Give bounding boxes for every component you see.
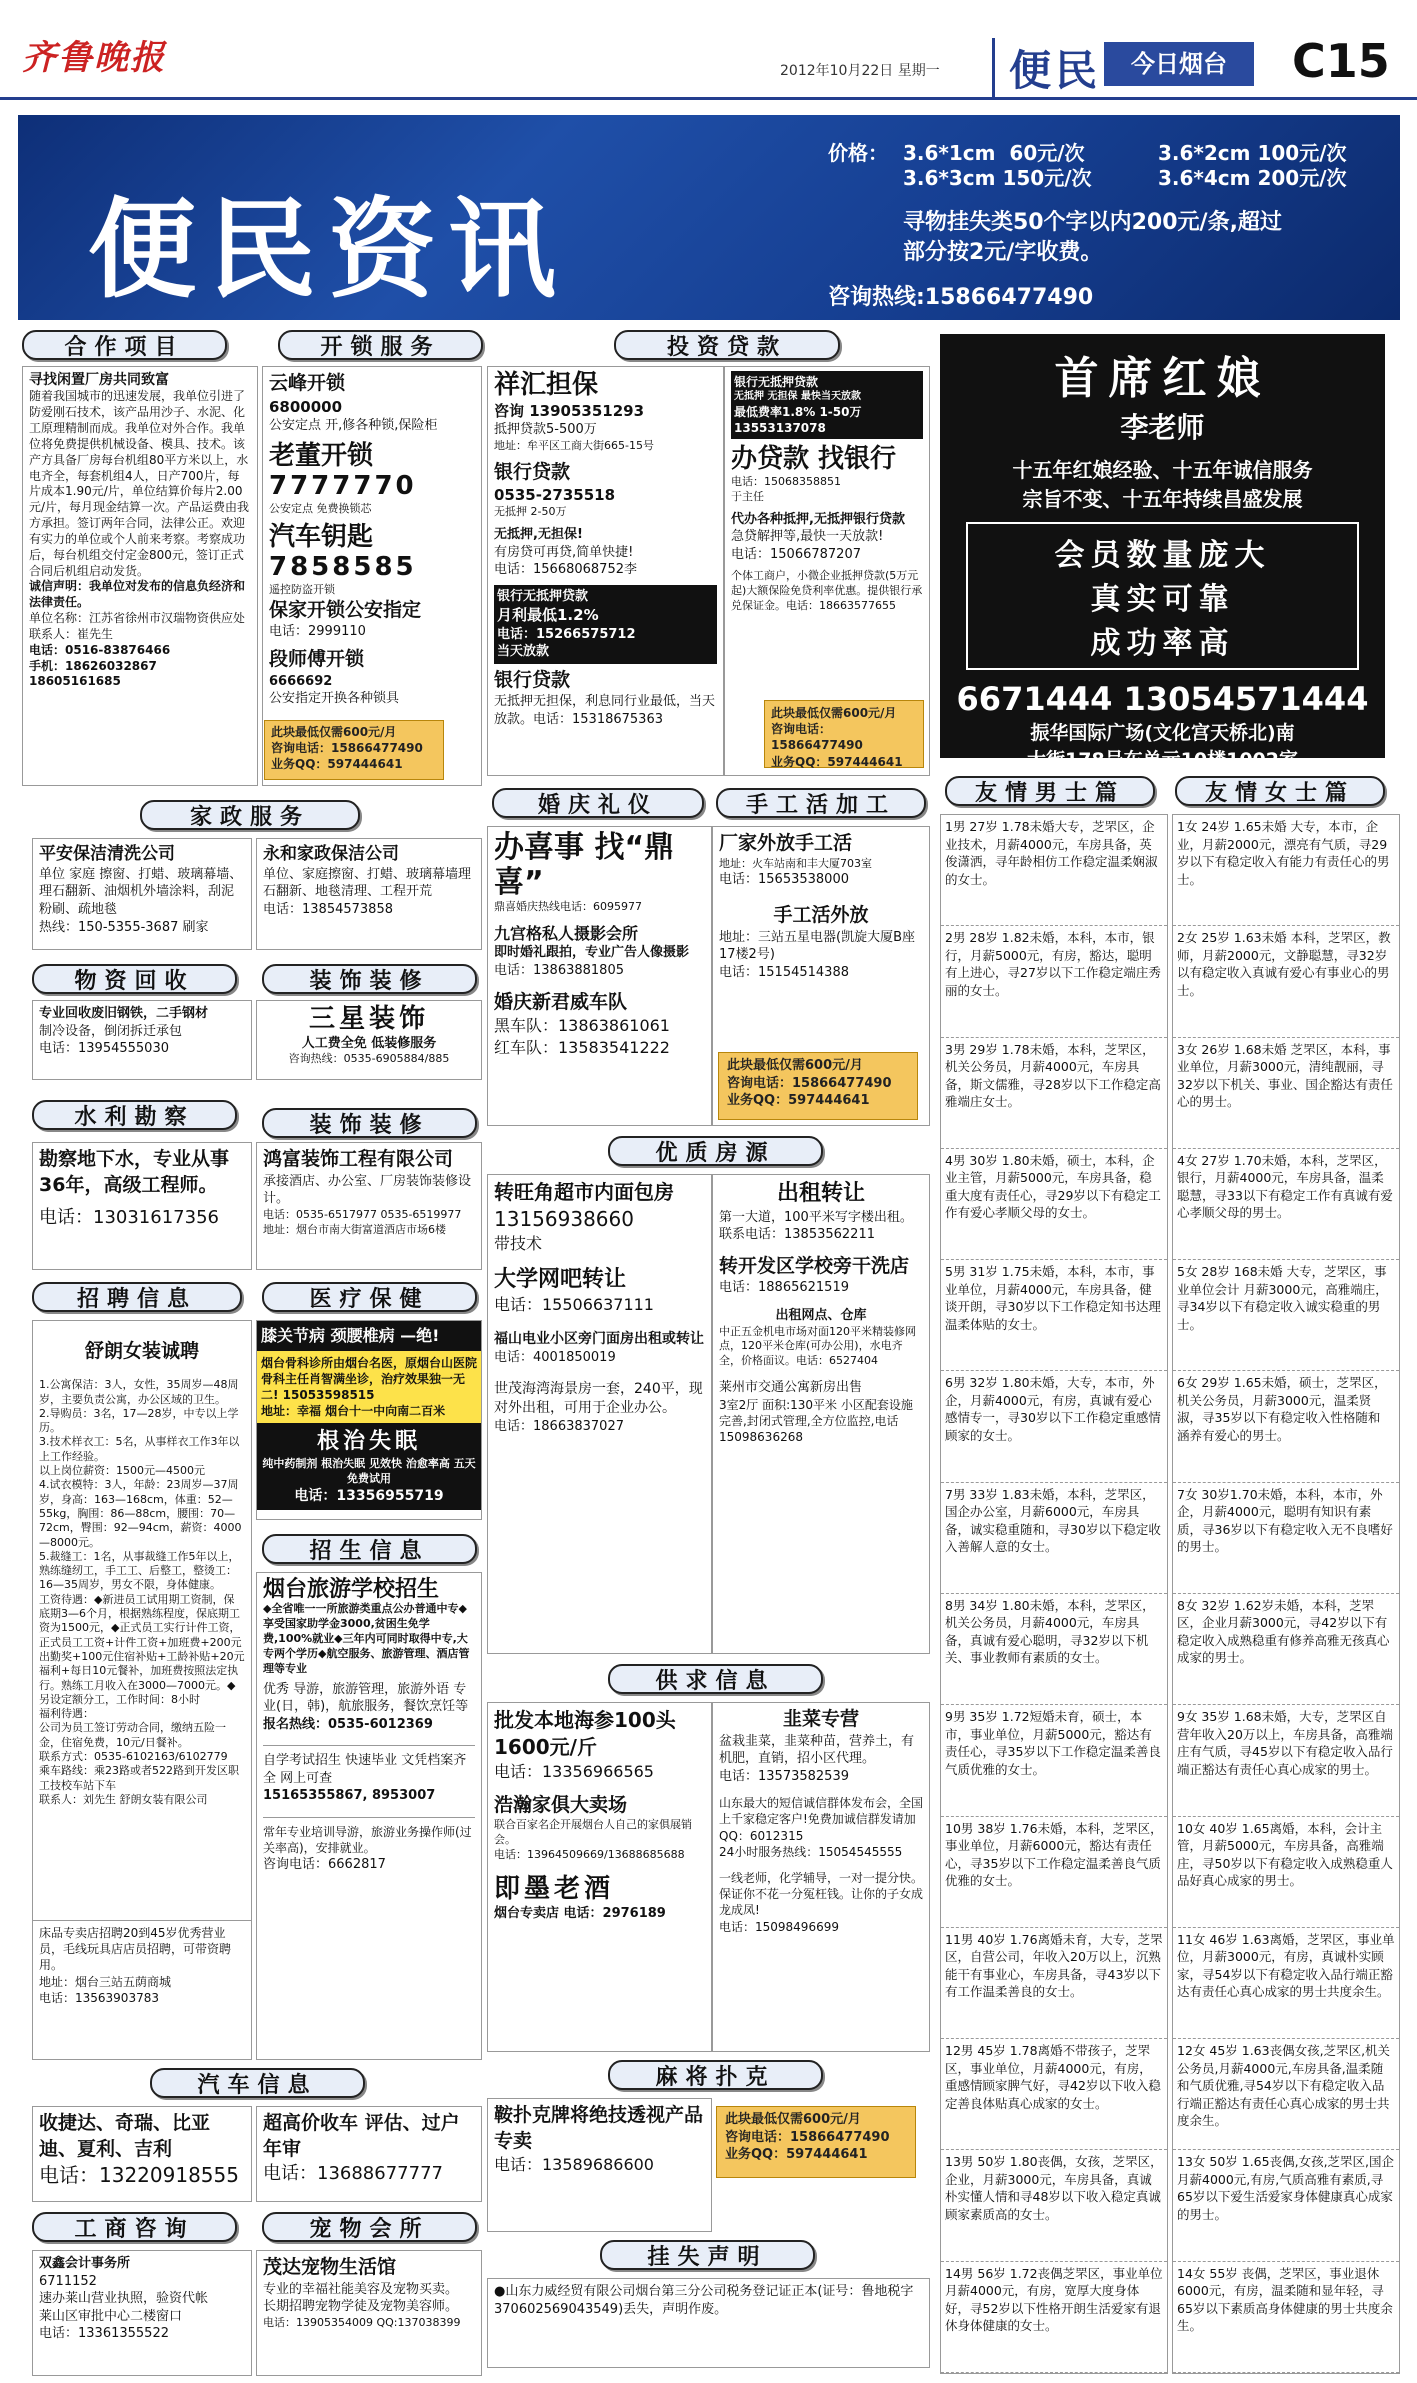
deco2-b: 承接酒店、办公室、厂房装饰装修设计。: [263, 1173, 472, 1207]
pet-d: 电话：13905354009 QQ:137038399: [263, 2315, 461, 2329]
header-wedding: 婚庆礼仪: [492, 788, 704, 818]
home-ad-b: [256, 838, 482, 950]
header-mahjong: 麻将扑克: [608, 2060, 823, 2090]
recruit-body: 1.公寓保洁：3人，女性，35周岁—48周岁，主要负责公寓，办公区域的卫生。 2.导购员：3名，17—28岁，中专以上学历。 3.技术样衣工：5名，从事样衣工作3年以上工作经验。 以上岗位薪资：1500元—4500元 4.试衣模特：3人，年龄：23周岁—37周岁，身高：163—168cm，体重：52—55kg，胸围：86—88cm，腰围：70—72cm，臀围：92—94cm，薪资：4000—8000元。 5.裁缝工：1名，从事裁缝工作5年以上，熟练缝纫工，手工工、后整工，整烫工：16—35周岁，男女不限，身体健康。 工资待遇：◆新进员工试用期工资制，保底期3—6个月，根据熟练程度，保底期工资为1500元，◆正式员工实行计件工资，正式员工工资+计件工资+加班费+200元出勤奖+100元住宿补贴+工龄补贴+20元福利+每日10元餐补，加班费按照法定执行。熟练工月收入在3000—7000元。◆另设定额分工，工作时间：8小时 福利待遇： 公司为员工签订劳动合同，缴纳五险一金，住宿免费，10元/日餐补。 联系方式：0535-6102163/6102779 乘车路线：乘23路或者522路到开发区职工技校车站下车 联系人：刘先生 舒朗女装有限公司: [39, 1378, 245, 1806]
home-a-desc: 单位 家庭 擦窗、打蜡、玻璃幕墙、理石翻新、油烟机外墙涂料，刮泥粉刷、疏地毯: [39, 866, 243, 918]
male-entry: 10男 38岁 1.76未婚，本科，芝罘区，事业单位，月薪6000元，豁达有责任心，寻35岁以下工作稳定温柔善良气质优雅的女士。: [941, 1817, 1167, 1928]
banner: [18, 115, 1400, 320]
matchmaker-title: 首席红娘: [1054, 353, 1271, 404]
female-entry: 8女 32岁 1.62岁未婚，本科，芝罘区，企业月薪3000元，寻42岁以下有稳定收入成熟稳重有修养高雅无孩真心成家的男士。: [1173, 1594, 1399, 1705]
craft-b: 手工活外放: [773, 904, 869, 927]
loan-x7-note: 当天放款: [497, 644, 550, 660]
medical-b: 烟台骨科诊所由烟台名医，原烟台山医院骨科主任肖智满坐诊，治疗效果独一无二! 15053598515: [261, 1355, 478, 1402]
car-a: 收捷达、奇瑞、比亚迪、夏利、吉利: [39, 2112, 211, 2160]
medical-ad: [256, 1320, 482, 1520]
price-4: 3.6*4cm 200元/次: [1158, 166, 1347, 190]
header-female: 友情女士篇: [1175, 776, 1385, 806]
female-entry: 1女 24岁 1.65未婚 大专，本市，企业，月薪2000元，漂亮有气质，寻29岁以下有稳定收入有能力有责任心的男士。: [1173, 815, 1399, 926]
water-b: 电话：13031617356: [39, 1207, 219, 1229]
loan-x5a: 有房贷可再贷,简单快捷!: [494, 544, 634, 560]
ad-slot-qq: 业务QQ：597444641: [771, 754, 903, 769]
lock-a5-title: 段师傅开锁: [269, 647, 365, 670]
coop-tel: 电话：0516-83876466: [29, 642, 171, 657]
recruit-b3: 电话：13563903783: [39, 1990, 159, 2005]
lock-a4-num: 电话：2999110: [269, 624, 366, 640]
loan-x2: [731, 371, 923, 439]
supply-f2: 电话：15098496699: [719, 1919, 839, 1934]
matchmaker-slogan-3: 成功率高: [1090, 626, 1235, 661]
ad-slot-qq: 业务QQ：597444641: [271, 757, 403, 772]
loan-x7-phone: 电话：15266575712: [497, 626, 636, 642]
price-1: 3.6*1cm 60元/次: [903, 141, 1085, 165]
notice-text: ●山东力威经贸有限公司烟台第三分公司税务登记证正本(证号：鲁地税字370602569043549)丢失，声明作废。: [494, 2284, 914, 2317]
male-list: [940, 814, 1168, 2374]
supply-a2: 电话：13356966565: [494, 1762, 654, 1781]
house-b: 出租转让: [776, 1181, 865, 1206]
ad-slot-phone: 咨询电话：15866477490: [727, 1075, 892, 1091]
deco2-ad: [256, 1142, 482, 1270]
lock-a4-title: 保家开锁公安指定: [269, 598, 422, 621]
page-number: C15: [1292, 34, 1390, 88]
recycle-c: 电话：13954555030: [39, 1041, 169, 1057]
lock-a5-num: 6666692: [269, 673, 333, 689]
loan-x8: 个体工商户，小微企业抵押贷款(5万元起)大额保险免贷利率优惠。提供银行承兑保证金。电话：18663577655: [731, 569, 923, 612]
header-notice: 挂失声明: [600, 2240, 815, 2270]
loan-x3n: 0535-2735518: [494, 486, 616, 505]
wedding-c: 九宫格私人摄影会所: [494, 923, 639, 943]
female-entry: 4女 27岁 1.70未婚，本科，芝罘区，银行，月薪4000元，车房具备，温柔聪慧，寻33以下有稳定工作有真诚有爱心孝顺父母的男士。: [1173, 1149, 1399, 1260]
header-loan: 投资贷款: [614, 330, 840, 360]
pet-ad: [256, 2250, 482, 2376]
female-entry: 3女 26岁 1.68未婚 芝罘区，本科，事业单位，月薪3000元，清纯靓丽，寻32岁以下机关、事业、国企豁达有责任心的男士。: [1173, 1038, 1399, 1149]
ad-slot-qq: 业务QQ：597444641: [725, 2147, 868, 2163]
lock-a3-num: 7858585: [269, 551, 417, 582]
house-b3: 联系电话：13853562211: [719, 1227, 875, 1243]
car-ad-a: [32, 2106, 252, 2202]
house-d2: 电话：18865621519: [719, 1280, 849, 1296]
mahjong-a: 鞍扑克牌将绝技透视产品专卖: [494, 2104, 704, 2152]
loan-x7-rate: 月利最低1.2%: [497, 606, 599, 625]
banner-title: 便民资讯: [88, 188, 569, 313]
lock-a1-desc: 公安定点 开,修各种锁,保险柜: [269, 417, 438, 433]
lock-ad-slot: [264, 720, 444, 780]
supply-d: 山东最大的短信诚信群体发布会，全国上千家稳定客户!免费加诚信群发请加QQ：6012315: [719, 1796, 924, 1843]
price-3: 3.6*3cm 150元/次: [903, 166, 1092, 190]
medical-b2: 地址：幸福 烟台十一中向南二百米: [261, 1404, 446, 1419]
recycle-a: 专业回收废旧钢铁，二手钢材: [39, 1006, 209, 1021]
business-b3: 电话：13361355522: [39, 2326, 169, 2342]
lock-a5-desc: 公安指定开换各种锁具: [269, 691, 400, 707]
female-entry: 11女 46岁 1.63离婚，芝罘区，事业单位，月薪3000元，有房，真诚朴实顾家，寻54岁以下有稳定收入品行端正豁达有责任心真心成家的男士共度余生。: [1173, 1928, 1399, 2039]
supply-b2: 盆栽韭菜，韭菜种苗，营养土，有机肥，直销，招小区代理。: [719, 1733, 915, 1767]
wedding-c2: 即时婚礼跟拍，专业广告人像摄影: [494, 945, 690, 961]
loan-x2-title: 银行无抵押贷款: [734, 375, 819, 389]
header-craft: 手工活加工: [716, 788, 926, 818]
enroll-d: 常年专业培训导游，旅游业务操作师(过关率高)，安排就业。: [263, 1817, 475, 1856]
supply-c3: 电话：13964509669/13688685688: [494, 1847, 685, 1861]
female-entry: 5女 28岁 168未婚 大专，芝罘区，事业单位会计 月薪3000元，高雅端庄，寻34岁以下有稳定收入诚实稳重的男士。: [1173, 1260, 1399, 1371]
home-b-title: 永和家政保洁公司: [263, 844, 399, 864]
house-h: 莱州市交通公寓新房出售: [719, 1380, 863, 1396]
loan-x9: 银行贷款: [494, 668, 571, 691]
recruit-b2: 地址：烟台三站五荫商城: [39, 1974, 172, 1989]
craft-a2: 地址：火车站南和丰大厦703室: [719, 856, 872, 870]
lock-a2-num: 7777770: [269, 471, 417, 502]
house-c2: 电话：15506637111: [494, 1295, 654, 1315]
car-b: 超高价收车 评估、过户 年审: [263, 2112, 460, 2160]
ad-slot-price: 此块最低仅需600元/月: [727, 1058, 863, 1073]
ad-slot-price: 此块最低仅需600元/月: [725, 2112, 861, 2127]
ad-slot-phone: 咨询电话：15866477490: [725, 2129, 890, 2145]
coop-contact: 联系人：崔先生: [29, 626, 114, 641]
header-deco1: 装饰装修: [262, 964, 477, 994]
loan-x1a: 咨询 13905351293: [494, 401, 645, 420]
male-entry: 5男 31岁 1.75未婚，本科，本市，事业单位，月薪4000元，车房具备，健谈开朗，寻30岁以下工作稳定知书达理温柔体贴的女士。: [941, 1260, 1167, 1371]
medical-c: 根治失眠: [316, 1429, 421, 1455]
header-supply: 供求信息: [608, 1664, 823, 1694]
lost-found-rate-2: 部分按2元/字收费。: [903, 240, 1103, 265]
wedding-d2: 黑车队：13863861061: [494, 1016, 670, 1036]
recruit-title: 舒朗女装诚聘: [84, 1340, 199, 1363]
loan-x6: 代办各种抵押,无抵押银行贷款: [731, 511, 905, 527]
supply-c: 浩瀚家俱大卖场: [494, 1793, 628, 1816]
coop-title: 寻找闲置厂房共同致富: [29, 372, 169, 388]
mahjong-ad-slot: [716, 2106, 916, 2178]
header-coop: 合作项目: [22, 330, 227, 360]
deco2-d: 地址：烟台市南大街富道酒店市场6楼: [263, 1222, 446, 1236]
medical-c-box: [257, 1423, 481, 1509]
loan-x5: 无抵押,无担保!: [494, 527, 583, 543]
ad-slot-price: 此块最低仅需600元/月: [771, 706, 897, 720]
house-d: 转开发区学校旁干洗店: [719, 1254, 910, 1277]
loan-x3: 银行贷款: [494, 460, 571, 483]
section-tag: 今日烟台: [1104, 42, 1254, 86]
craft-a3: 电话：15653538000: [719, 872, 849, 888]
issue-date: 2012年10月22日 星期一: [780, 63, 940, 79]
water-a: 勘察地下水，专业从事36年，高级工程师。: [39, 1148, 230, 1196]
male-entry: 13男 50岁 1.80丧偶，女孩，芝罘区，企业，月薪3000元，车房具备，真诚朴实懂人情和寻48岁以下收入稳定真诚顾家素质高的女士。: [941, 2150, 1167, 2261]
lock-a3-sub: 遥控防盗开锁: [269, 582, 335, 596]
matchmaker-line-1: 十五年红娘经验、十五年诚信服务: [1012, 458, 1313, 482]
section-title: 便民: [992, 38, 1101, 98]
wedding-a: 办喜事 找“鼎喜”: [494, 830, 675, 900]
loan-x2-sub: 无抵押 无担保 最快当天放款: [734, 391, 861, 403]
header-male: 友情男士篇: [945, 776, 1155, 806]
header-deco2: 装饰装修: [262, 1108, 477, 1138]
coop-note: 诚信声明：我单位对发布的信息负经济和法律责任。: [29, 579, 246, 610]
newspaper-logo: 齐鲁晚报: [22, 38, 166, 78]
mahjong-ad: [487, 2098, 712, 2232]
female-entry: 9女 35岁 1.68未婚，大专，芝罘区自营年收入20万以上，车房具备，高雅端庄有气质，寻45岁以下有稳定收入品行端正豁达有责任心真心成家的男士。: [1173, 1705, 1399, 1816]
medical-c2: 纯中药制剂 根治失眠 见效快 治愈率高 五天免费试用: [262, 1457, 476, 1485]
lock-a2-sub: 公安定点 免费换锁芯: [269, 502, 372, 516]
coop-mobile: 手机：18626032867 18605161685: [29, 658, 157, 689]
header-car: 汽车信息: [150, 2068, 365, 2098]
ad-slot-qq: 业务QQ：597444641: [727, 1093, 870, 1109]
male-entry: 6男 32岁 1.80未婚，大专，本市，外企，月薪4000元，有房，真诚有爱心感情专一，寻30岁以下工作稳定重感情顾家的女士。: [941, 1371, 1167, 1482]
header-lock: 开锁服务: [278, 330, 483, 360]
house-e: 福山电业小区旁门面房出租或转让: [494, 1330, 704, 1347]
loan-x9a: 无抵押无担保，利息同行业最低，当天放款。电话：15318675363: [494, 694, 716, 727]
water-ad: [32, 1142, 252, 1270]
male-entry: 7男 33岁 1.83未婚，本科，芝罘区，国企办公室，月薪6000元，车房具备，诚实稳重随和，寻30岁以下稳定收入善解人意的女士。: [941, 1483, 1167, 1594]
price-label: 价格：: [828, 141, 888, 165]
car-ad-b: [256, 2106, 482, 2202]
wedding-d3: 红车队：13583541222: [494, 1037, 670, 1057]
price-2: 3.6*2cm 100元/次: [1158, 141, 1347, 165]
loan-x2-rate: 最低费率1.8% 1-50万: [734, 404, 862, 419]
notice-ad: [487, 2278, 930, 2368]
header-enroll: 招生信息: [262, 1534, 477, 1564]
female-entry: 12女 45岁 1.63丧偶女孩,芝罘区,机关公务员,月薪4000元,车房具备,温柔随和气质优雅,寻54岁以下有稳定收入品行端正豁达有责任心真心成家的男士共度余生。: [1173, 2039, 1399, 2150]
male-entry: 8男 34岁 1.80未婚，本科，芝罘区，机关公务员，月薪4000元，车房具备，真诚有爱心聪明，寻32岁以下机关、事业教师有素质的女士。: [941, 1594, 1167, 1705]
deco1-ad: [256, 1000, 482, 1080]
medical-c3: 电话：13356955719: [294, 1487, 444, 1504]
pet-c: 长期招聘宠物学徒及宠物美容师。: [263, 2299, 459, 2315]
coop-ad: [22, 366, 258, 786]
enroll-b2: 报名热线：0535-6012369: [263, 1716, 433, 1732]
enroll-body: ◆全省唯一一所旅游类重点公办普通中专◆享受国家助学金3000,贫困生免学费,100%就业◆三年内可同时取得中专,大专两个学历◆航空服务、旅游管理、酒店管理等专业: [263, 1602, 470, 1675]
loan-x3s: 无抵押 2-50万: [494, 505, 567, 519]
ad-slot-phone: 咨询电话：15866477490: [771, 722, 863, 753]
home-b-tel: 电话：13854573858: [263, 902, 393, 918]
medical-a: 膝关节病 颈腰椎病 —绝!: [257, 1321, 481, 1351]
matchmaker-addr-1: 振华国际广场(文化宫天桥北)南: [1030, 722, 1295, 744]
house-a3: 带技术: [494, 1234, 543, 1253]
lock-a2-title: 老董开锁: [269, 441, 374, 472]
home-b-desc: 单位、家庭擦窗、打蜡、玻璃幕墙理石翻新、地毯清理、工程开荒: [263, 866, 472, 900]
header-recruit: 招聘信息: [32, 1282, 242, 1312]
lost-found-rate: 寻物挂失类50个字以内200元/条,超过: [903, 210, 1282, 235]
wedding-c3: 电话：13863881805: [494, 962, 624, 978]
house-left: [487, 1174, 712, 1654]
matchmaker-name: 李老师: [1120, 411, 1205, 444]
supply-right: [712, 1702, 930, 2052]
header-recycle: 物资回收: [32, 964, 237, 994]
female-entry: 2女 25岁 1.63未婚 本科，芝罘区，教师，月薪2000元，文静聪慧，寻32岁以有稳定收入真诚有爱心有事业心的男士。: [1173, 926, 1399, 1037]
loan-x5b: 电话：15668068752李: [494, 562, 637, 578]
deco1-a: 三星装饰: [308, 1004, 429, 1034]
loan-x4: 办贷款 找银行: [731, 444, 897, 475]
home-a-tel: 热线：150-5355-3687 刷家: [39, 919, 209, 935]
header-pet: 宠物会所: [262, 2212, 477, 2242]
pet-b: 专业的幸福社能美容及宠物买卖。: [263, 2281, 459, 2297]
matchmaker-box: [966, 522, 1359, 670]
house-f2: 中正五金机电市场对面120平米精装修网点，120平米仓库(可办公用)，水电齐全，价格面议。电话：6527404: [719, 1324, 916, 1368]
enroll-b: 优秀 导游，旅游管理，旅游外语 专业(日，韩)，航旅服务，餐饮烹饪等: [263, 1681, 469, 1715]
business-b: 速办莱山营业执照，验资代帐: [39, 2291, 209, 2307]
house-f: 出租网点、仓库: [775, 1307, 867, 1323]
lock-a1-title: 云峰开锁: [269, 372, 346, 394]
male-entry: 14男 56岁 1.72丧偶芝罘区，事业单位月薪4000元，有房，宽厚大度身体好，寻52岁以下性格开朗生活爱家有退休身体健康的女士。: [941, 2262, 1167, 2373]
mahjong-a2: 电话：13589686600: [494, 2155, 654, 2175]
header-house: 优质房源: [608, 1136, 823, 1166]
header-medical: 医疗保健: [262, 1282, 477, 1312]
header-water: 水利勘察: [32, 1100, 237, 1130]
enroll-c: 自学考试招生 快速毕业 文凭档案齐全 网上可查: [263, 1745, 475, 1787]
medical-b-box: [257, 1351, 481, 1424]
house-right: [712, 1174, 930, 1654]
business-a: 双鑫会计事务所: [39, 2256, 131, 2271]
loan-x1: 祥汇担保: [494, 370, 599, 400]
supply-left: [487, 1702, 712, 2052]
enroll-c2: 15165355867, 8953007: [263, 1788, 436, 1804]
male-entry: 9男 35岁 1.72短婚未育，硕士，本市，事业单位，月薪5000元，豁达有责任心，寻35岁以下工作稳定温柔善良气质优雅的女士。: [941, 1705, 1167, 1816]
enroll-ads: [256, 1572, 482, 2060]
house-g: 世茂海湾海景房一套，240平，现对外出租，可用于企业办公。: [494, 1381, 703, 1417]
supply-f: 一线老师，化学辅导，一对一提分快。保证你不花一分冤枉钱。让你的子女成龙成凤!: [719, 1871, 924, 1918]
loan-x6b: 电话：15066787207: [731, 546, 861, 562]
supply-e2: 烟台专卖店 电话：2976189: [494, 1905, 666, 1921]
house-a2: 13156938660: [494, 1207, 634, 1231]
coop-addr: 单位名称：江苏省徐州市汉瑞物资供应处: [29, 611, 246, 626]
car-a2: 电话：13220918555: [39, 2163, 239, 2188]
house-g2: 电话：18663837027: [494, 1419, 624, 1435]
loan-x7-title: 银行无抵押贷款: [497, 588, 589, 604]
female-entry: 13女 50岁 1.65丧偶,女孩,芝罘区,国企月薪4000元,有房,气质高雅有素质,寻65岁以下爱生活爱家身体健康真心成家的男士。: [1173, 2150, 1399, 2261]
home-a-title: 平安保洁清洗公司: [39, 844, 175, 864]
header-home: 家政服务: [140, 800, 360, 830]
supply-c2: 联合百家名企开展烟台人自己的家俱展销会。: [494, 1818, 692, 1847]
loan-left: [487, 366, 724, 776]
business-b2: 莱山区审批中心二楼窗口: [39, 2308, 183, 2324]
matchmaker-addr-2: 大街178号东单元10楼1002室: [1027, 749, 1298, 771]
pet-a: 茂达宠物生活馆: [263, 2256, 397, 2278]
male-entry: 3男 29岁 1.78未婚，本科，芝罘区，机关公务员，月薪4000元，车房具备，斯文儒雅，寻28岁以下工作稳定高雅端庄女士。: [941, 1038, 1167, 1149]
house-c: 大学网吧转让: [494, 1266, 627, 1292]
recruit-ad-b: [32, 1920, 252, 2060]
matchmaker-slogan-2: 真实可靠: [1090, 582, 1235, 617]
hotline: 咨询热线:15866477490: [828, 285, 1094, 310]
house-b2: 第一大道，100平米写字楼出租。: [719, 1209, 913, 1225]
supply-e: 即墨老酒: [494, 1873, 615, 1904]
house-a: 转旺角超市内面包房: [494, 1180, 674, 1204]
header-business: 工商咨询: [32, 2212, 237, 2242]
craft-a: 厂家外放手工活: [719, 832, 853, 854]
wedding-ads: [487, 826, 712, 1126]
loan-x4n: 电话：15068358851: [731, 474, 841, 488]
female-entry: 14女 55岁 丧偶，芝罘区，事业退休6000元，有房，温柔随和显年轻，寻65岁以下素质高身体健康的男士共度余生。: [1173, 2262, 1399, 2373]
supply-d2: 24小时服务热线：15054545555: [719, 1844, 903, 1859]
business-a2: 6711152: [39, 2273, 97, 2289]
lock-a1-num: 6800000: [269, 397, 343, 416]
recycle-ad: [32, 1000, 252, 1080]
ad-slot-phone: 咨询电话：15866477490: [271, 741, 423, 756]
home-ad-a: [32, 838, 252, 950]
female-entry: 10女 40岁 1.65离婚，本科，会计主管，月薪5000元，车房具备，高雅端庄，寻50岁以下有稳定收入成熟稳重人品好真心成家的男士。: [1173, 1817, 1399, 1928]
loan-x4s: 于主任: [731, 489, 764, 503]
deco2-c: 电话：0535-6517977 0535-6519977: [263, 1207, 462, 1221]
deco1-b: 人工费全免 低装修服务: [301, 1035, 437, 1051]
enroll-d2: 咨询电话：6662817: [263, 1857, 386, 1873]
loan-x1b: 抵押贷款5-500万: [494, 422, 597, 438]
wedding-d: 婚庆新君威车队: [494, 990, 628, 1013]
male-entry: 12男 45岁 1.78离婚不带孩子，芝罘区，事业单位，月薪4000元，有房，重感情顾家脾气好，寻42岁以下收入稳定善良体贴真心成家的女士。: [941, 2039, 1167, 2150]
male-entry: 4男 30岁 1.80未婚，硕士，本科，企业主管，月薪5000元，车房具备，稳重大度有责任心，寻29岁以下有稳定工作有爱心孝顺父母的女士。: [941, 1149, 1167, 1260]
supply-a: 批发本地海参100头1600元/斤: [494, 1708, 676, 1759]
male-entry: 11男 40岁 1.76离婚未育，大专，芝罘区，自营公司，年收入20万以上，沉熟能干有事业心，车房具备，寻43岁以下有工作温柔善良的女士。: [941, 1928, 1167, 2039]
male-entry: 1男 27岁 1.78未婚大专，芝罘区，企业技术，月薪4000元，车房具备，英俊潇洒，寻年龄相仿工作稳定温柔娴淑的女士。: [941, 815, 1167, 926]
deco2-a: 鸿富装饰工程有限公司: [263, 1148, 454, 1170]
female-entry: 6女 29岁 1.65未婚，硕士，芝罘区，机关公务员，月薪3000元，温柔贤淑，寻35岁以下有稳定收入性格随和 涵养有爱心的男士。: [1173, 1371, 1399, 1482]
female-list: [1172, 814, 1400, 2374]
matchmaker-ad: [940, 334, 1385, 771]
supply-b3: 电话：13573582539: [719, 1768, 849, 1784]
craft-b3: 电话：15154514388: [719, 964, 849, 980]
loan-ad-slot: [764, 700, 924, 768]
business-ad: [32, 2250, 252, 2376]
female-entry: 7女 30岁1.70未婚，本科，本市，外企，月薪4000元，聪明有知识有素质，寻36岁以下有稳定收入无不良嗜好的男士。: [1173, 1483, 1399, 1594]
matchmaker-slogan-1: 会员数量庞大: [1054, 538, 1271, 573]
house-h2: 3室2厅 面积:130平米 小区配套设施完善,封闭式管理,全方位监控,电话15098636268: [719, 1397, 913, 1444]
male-entry: 2男 28岁 1.82未婚，本科，本市，银行，月薪5000元，有房，豁达，聪明有上进心，寻27岁以下工作稳定端庄秀丽的女士。: [941, 926, 1167, 1037]
deco1-c: 咨询热线：0535-6905884/885: [288, 1052, 450, 1066]
loan-x2-phone: 13553137078: [734, 420, 826, 435]
ad-slot-price: 此块最低仅需600元/月: [271, 725, 397, 739]
supply-b: 韭菜专营: [782, 1708, 859, 1730]
matchmaker-line-2: 宗旨不变、十五年持续昌盛发展: [1022, 487, 1303, 511]
enroll-a: 烟台旅游学校招生: [263, 1577, 440, 1602]
matchmaker-phone: 6671444 13054571444: [956, 680, 1369, 718]
car-b2: 电话：13688677777: [263, 2163, 443, 2185]
wedding-b: 鼎喜婚庆热线电话：6095977: [494, 900, 642, 913]
coop-body: 随着我国城市的迅速发展，我单位引进了防爱刚石技术，该产品用沙子、水泥、化工原理精制而成。我单位对外合作。我单位将免费提供机械设备、模具、技术。该产方具备厂房每台机组80平方米以上，水电齐全，每套机组4人，日产700片，每片成本1.90元/片，单位结算价每片2.00元/片，每月现金结算一次。产品运费由我方承担。签订两年合同，法律公正。欢迎有实力的单位或个人前来考察。考察成功后，每台机组交付定金800元，签订正式合同后机组启动发货。: [29, 389, 250, 578]
recruit-b: 床品专卖店招聘20到45岁优秀营业员，毛线玩具店店员招聘，可带资聘用。: [39, 1926, 232, 1973]
recycle-b: 制冷设备，倒闭拆迁承包: [39, 1023, 183, 1039]
loan-x7: [494, 585, 717, 664]
loan-x1c: 地址：牟平区工商大街665-15号: [494, 438, 654, 452]
lock-a3-title: 汽车钥匙: [269, 522, 374, 553]
loan-x6a: 急贷解押等,最快一天放款!: [731, 529, 884, 545]
craft-b2: 地址：三站五星电器(凯旋大厦B座17楼2号): [719, 929, 915, 963]
craft-ad-slot: [718, 1052, 918, 1120]
house-e2: 电话：4001850019: [494, 1349, 616, 1365]
